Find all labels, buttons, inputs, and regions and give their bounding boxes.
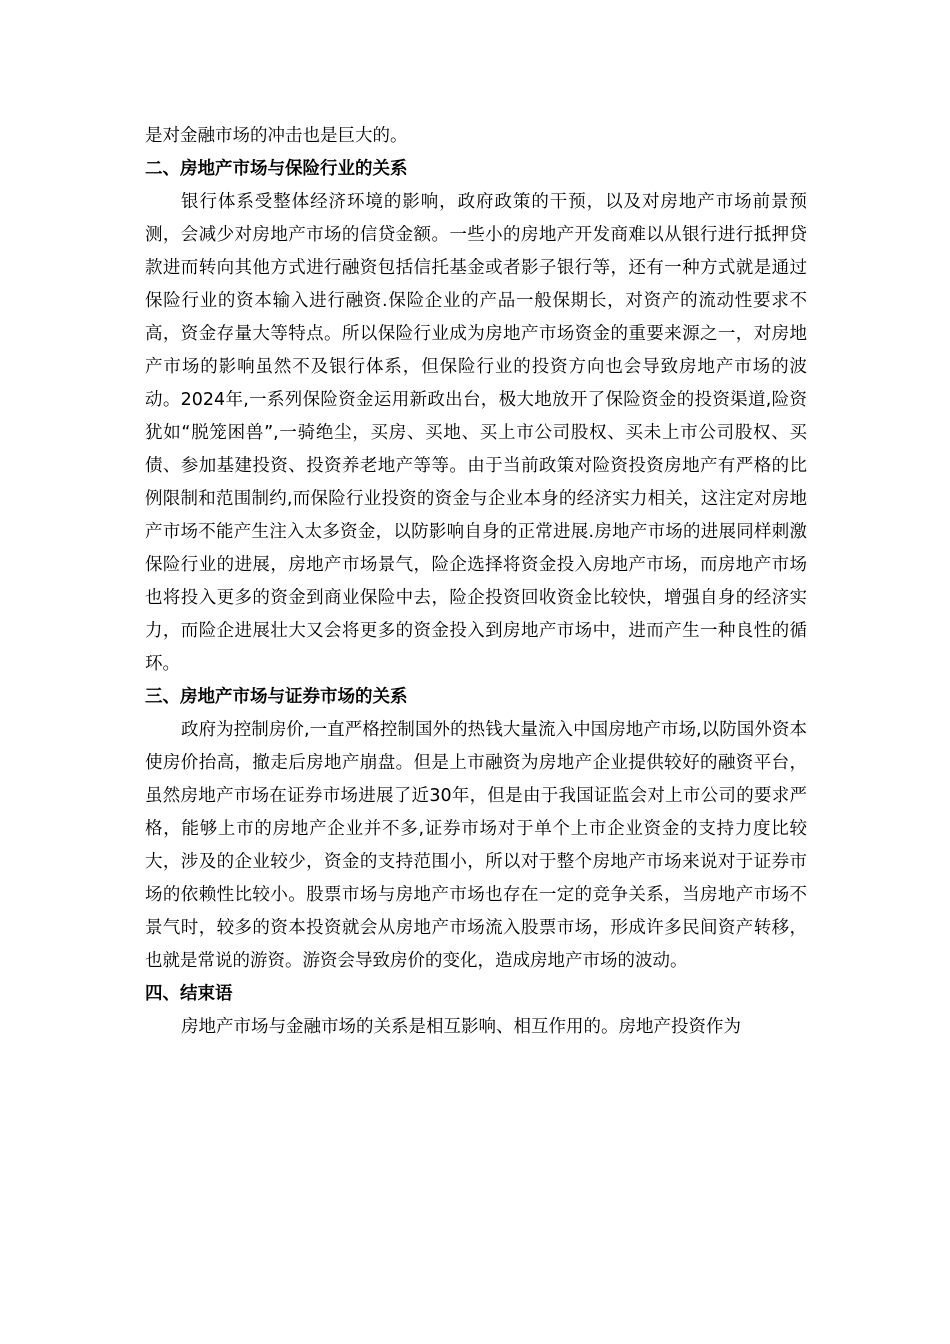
section-paragraph-insurance: 银行体系受整体经济环境的影响，政府政策的干预，以及对房地产市场前景预测，会减少对房地产市场的信贷金额。一些小的房地产开发商难以从银行进行抵押贷款进而转向其他方式进行融资包括信托基金或者影子银行等，还有一种方式就是通过保险行业的资本输入进行融资.保险企业的产品一般保期长，对资产的流动性要求不高，资金存量大等特点。所以保险行业成为房地产市场资金的重要来源之一，对房地产市场的影响虽然不及银行体系，但保险行业的投资方向也会导致房地产市场的波动。2024年,一系列保险资金运用新政出台，极大地放开了保险资金的投资渠道,险资犹如“脱笼困兽”,一骑绝尘，买房、买地、买上市公司股权、买未上市公司股权、买债、参加基建投资、投资养老地产等等。由于当前政策对险资投资房地产有严格的比例限制和范围制约,而保险行业投资的资金与企业本身的经济实力相关，这注定对房地产市场不能产生注入太多资金，以防影响自身的正常进展.房地产市场的进展同样刺激保险行业的进展，房地产市场景气，险企选择将资金投入房地产市场，而房地产市场也将投入更多的资金到商业保险中去，险企投资回收资金比较快，增强自身的经济实力，而险企进展壮大又会将更多的资金投入到房地产市场中，进而产生一种良性的循环。 <box>145 192 807 674</box>
section-heading-securities: 三、房地产市场与证券市场的关系 <box>145 687 408 707</box>
section-paragraph-securities: 政府为控制房价,一直严格控制国外的热钱大量流入中国房地产市场,以防国外资本使房价抬高，撤走后房地产崩盘。但是上市融资为房地产企业提供较好的融资平台，虽然房地产市场在证券市场进展了近30年，但是由于我国证监会对上市公司的要求严格，能够上市的房地产企业并不多,证券市场对于单个上市企业资金的支持力度比较大，涉及的企业较少，资金的支持范围小，所以对于整个房地产市场来说对于证券市场的依赖性比较小。股票市场与房地产市场也存在一定的竞争关系，当房地产市场不景气时，较多的资本投资就会从房地产市场流入股票市场，形成许多民间资产转移，也就是常说的游资。游资会导致房价的变化，造成房地产市场的波动。 <box>145 720 807 971</box>
section-heading-insurance: 二、房地产市场与保险行业的关系 <box>145 159 408 179</box>
continuation-text: 是对金融市场的冲击也是巨大的。 <box>145 126 408 146</box>
section-paragraph-conclusion: 房地产市场与金融市场的关系是相互影响、相互作用的。房地产投资作为 <box>181 1017 741 1037</box>
section-heading-conclusion: 四、结束语 <box>145 984 233 1004</box>
document-page <box>145 120 807 1044</box>
